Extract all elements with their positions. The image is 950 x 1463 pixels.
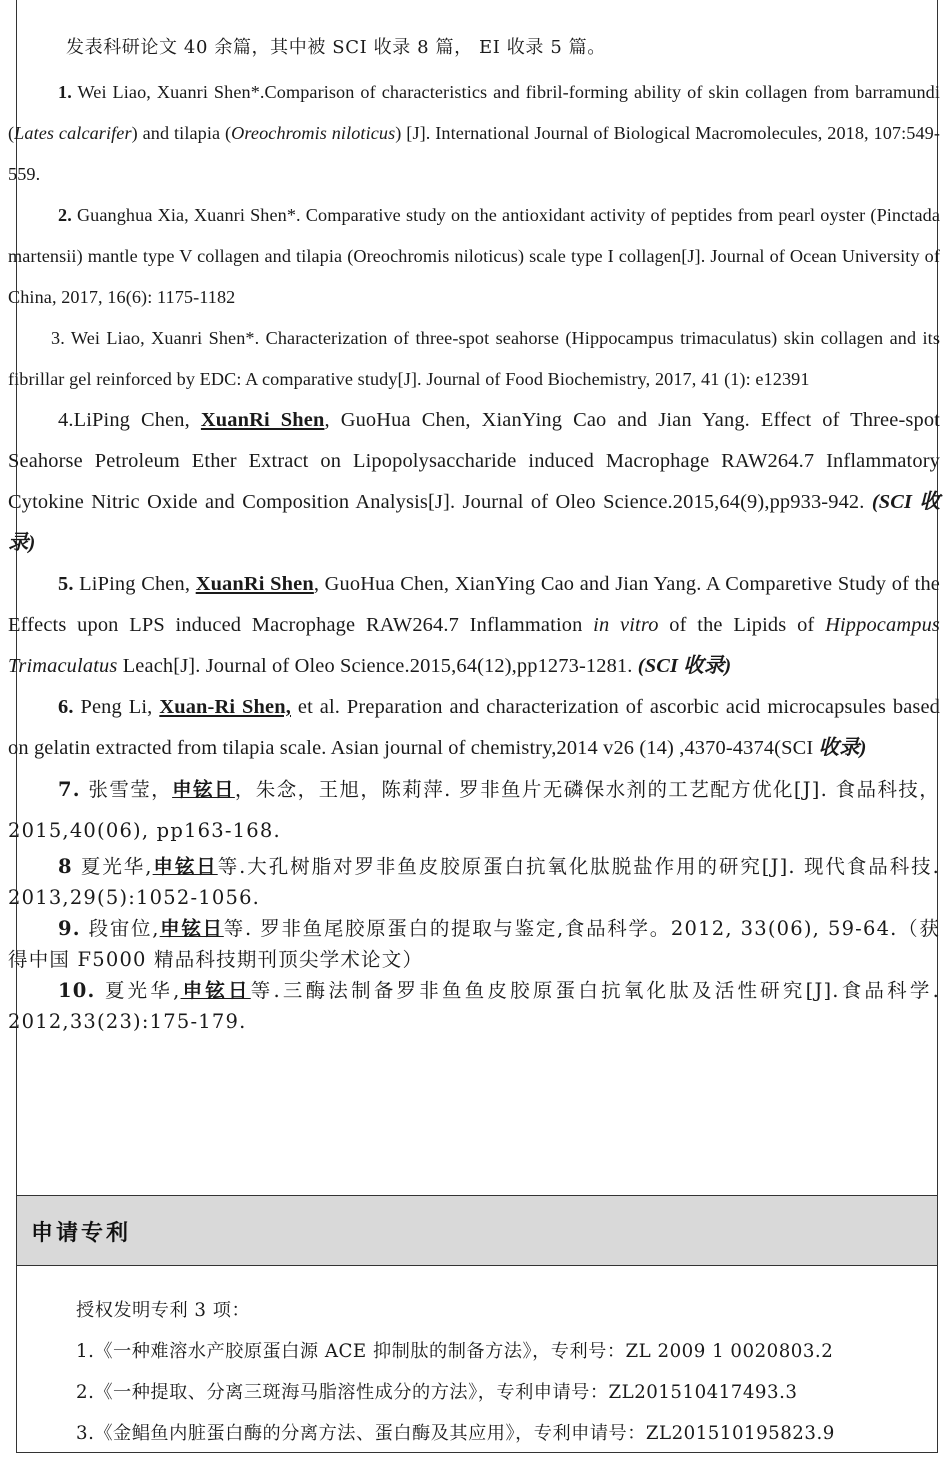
reference-1: 1. Wei Liao, Xuanri Shen*.Comparison of characteristics and fibril-forming ability of skin collagen from barramundi (Lates calcarifer) and tilapia (Oreochromis niloticus) [J]. International Journal of Biological Macromolecules, 2018, 107:549-559. (8, 82, 940, 184)
patent-summary: 授权发明专利 3 项： (76, 1300, 251, 1321)
section-divider (16, 1265, 938, 1266)
patent-item: 2.《一种提取、分离三斑海马脂溶性成分的方法》，专利申请号：ZL201510417493.3 (76, 1382, 798, 1403)
reference-2: 2. Guanghua Xia, Xuanri Shen*. Comparative study on the antioxidant activity of peptides from pearl oyster (Pinctada martensii) mantle type V collagen and tilapia (Oreochromis niloticus) scale type I collagen[J]. Journal of Ocean University of China, 2017, 16(6): 1175-1182 (8, 205, 940, 307)
patent-header (17, 1196, 937, 1265)
patent-item: 3.《金鲳鱼内脏蛋白酶的分离方法、蛋白酶及其应用》，专利申请号：ZL201510195823.9 (76, 1423, 835, 1444)
reference-5: 5. LiPing Chen, XuanRi Shen, GuoHua Chen, XianYing Cao and Jian Yang. A Comparetive Study of the Effects upon LPS induced Macrophage RAW264.7 Inflammation in vitro of the Lipids of Hippocampus Trimaculatus Leach[J]. Journal of Oleo Science.2015,64(12),pp1273-1281. (SCI 收录) (8, 573, 941, 677)
reference-8: 8 夏光华,申铉日等.大孔树脂对罗非鱼皮胶原蛋白抗氧化肽脱盐作用的研究[J]. 现代食品科技. 2013,29(5):1052-1056. (8, 855, 940, 909)
publications-summary: 发表科研论文 40 余篇，其中被 SCI 收录 8 篇， EI 收录 5 篇。 (66, 37, 606, 58)
reference-7: 7. 张雪莹，申铉日，朱念，王旭，陈莉萍. 罗非鱼片无磷保水剂的工艺配方优化[J]. 食品科技，2015,40(06), pp163-168. (8, 778, 940, 842)
reference-9: 9. 段宙位,申铉日等. 罗非鱼尾胶原蛋白的提取与鉴定,食品科学。2012, 33(06), 59-64.（获得中国 F5000 精品科技期刊顶尖学术论文） (8, 917, 940, 971)
reference-4: 4.LiPing Chen, XuanRi Shen, GuoHua Chen, XianYing Cao and Jian Yang. Effect of Three-spot Seahorse Petroleum Ether Extract on Lipopolysaccharide induced Macrophage RAW264.7 Inflammatory Cytokine Nitric Oxide and Composition Analysis[J]. Journal of Oleo Science.2015,64(9),pp933-942. (SCI 收录) (8, 409, 940, 554)
reference-10: 10. 夏光华,申铉日等.三酶法制备罗非鱼鱼皮胶原蛋白抗氧化肽及活性研究[J].食品科学. 2012,33(23):175-179. (8, 979, 940, 1033)
patent-section-title: 申请专利 (31, 1221, 132, 1246)
patent-list (76, 1290, 926, 1454)
patent-item: 1.《一种难溶水产胶原蛋白源 ACE 抑制肽的制备方法》，专利号：ZL 2009 1 0020803.2 (76, 1341, 834, 1362)
reference-6: 6. Peng Li, Xuan-Ri Shen, et al. Preparation and characterization of ascorbic acid microcapsules based on gelatin extracted from tilapia scale. Asian journal of chemistry,2014 v26 (14) ,4370-4374(SCI 收录) (8, 696, 941, 759)
publications-section (8, 32, 940, 1037)
reference-3: 3. Wei Liao, Xuanri Shen*. Characterization of three-spot seahorse (Hippocampus trimaculatus) skin collagen and its fibrillar gel reinforced by EDC: A comparative study[J]. Journal of Food Biochemistry, 2017, 41 (1): e12391 (8, 328, 940, 389)
